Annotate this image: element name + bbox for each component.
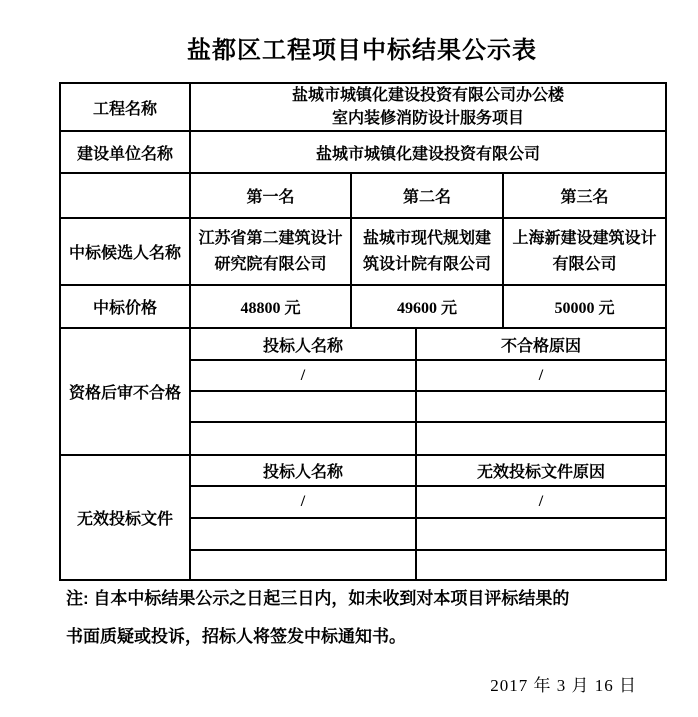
- project-name-label-cell: 工程名称: [60, 83, 190, 131]
- project-name-line-1: 盐城市城镇化建设投资有限公司办公楼: [291, 87, 564, 104]
- invalid-bid-bidder-cell: /: [190, 486, 416, 518]
- rank-second-header-cell: 第二名: [351, 173, 503, 218]
- candidate-first-cell: 江苏省第二建筑设计研究院有限公司: [190, 218, 351, 285]
- price-first-cell: 48800 元: [190, 285, 351, 328]
- table-row: [60, 173, 666, 218]
- invalid-bid-reason-header-cell: 无效投标文件原因: [416, 455, 666, 486]
- candidate-third-cell: 上海新建设建筑设计有限公司: [503, 218, 666, 285]
- invalid-bid-bidder-header-cell: 投标人名称: [190, 455, 416, 486]
- page-title: 盐都区工程项目中标结果公示表: [187, 37, 537, 64]
- price-second-cell: 49600 元: [351, 285, 503, 328]
- owner-label-cell: 建设单位名称: [60, 131, 190, 173]
- project-name-line-2: 室内装修消防设计服务项目: [331, 110, 524, 127]
- table-row: [60, 285, 666, 328]
- owner-value-cell: 盐城市城镇化建设投资有限公司: [190, 131, 666, 173]
- post-qualification-bidder-cell: [190, 422, 416, 455]
- invalid-bid-bidder-cell: [190, 550, 416, 580]
- post-qualification-label-cell: 资格后审不合格: [60, 328, 190, 455]
- corner-empty-cell: [60, 173, 190, 218]
- invalid-bid-bidder-cell: [190, 518, 416, 550]
- table-row: [60, 83, 666, 131]
- price-label-cell: 中标价格: [60, 285, 190, 328]
- footnote: [66, 589, 651, 646]
- post-qualification-reason-cell: [416, 422, 666, 455]
- invalid-bid-reason-cell: [416, 550, 666, 580]
- date-text: 2017 年 3 月 16 日: [490, 676, 637, 695]
- candidates-label-cell: 中标候选人名称: [60, 218, 190, 285]
- post-qualification-reason-cell: [416, 391, 666, 422]
- table-row: [60, 455, 666, 486]
- project-name-value-cell: [190, 83, 666, 131]
- post-qualification-bidder-cell: [190, 391, 416, 422]
- rank-third-header-cell: 第三名: [503, 173, 666, 218]
- post-qualification-reason-header-cell: 不合格原因: [416, 328, 666, 360]
- table-row: [60, 131, 666, 173]
- candidate-second-cell: 盐城市现代规划建筑设计院有限公司: [351, 218, 503, 285]
- footnote-line-1: 注: 自本中标结果公示之日起三日内，如未收到对本项目评标结果的: [66, 589, 570, 608]
- post-qualification-reason-cell: /: [416, 360, 666, 391]
- price-third-cell: 50000 元: [503, 285, 666, 328]
- bid-results-table: [59, 82, 667, 581]
- table-row: [60, 328, 666, 360]
- post-qualification-bidder-cell: /: [190, 360, 416, 391]
- table-row: [60, 218, 666, 285]
- rank-first-header-cell: 第一名: [190, 173, 351, 218]
- invalid-bid-reason-cell: /: [416, 486, 666, 518]
- invalid-bid-reason-cell: [416, 518, 666, 550]
- footnote-line-2: 书面质疑或投诉，招标人将签发中标通知书。: [66, 627, 406, 646]
- invalid-bid-label-cell: 无效投标文件: [60, 455, 190, 580]
- post-qualification-bidder-header-cell: 投标人名称: [190, 328, 416, 360]
